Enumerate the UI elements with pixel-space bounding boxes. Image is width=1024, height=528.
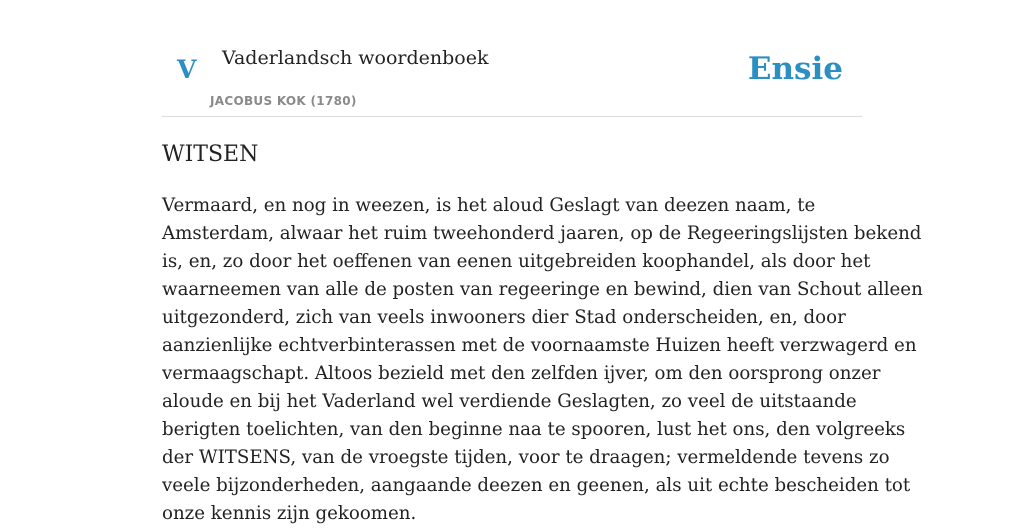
- header: [162, 0, 862, 117]
- entry-body-line: onze kennis zijn gekoomen.: [162, 503, 417, 524]
- entry-body-line: berigten toelichten, van den beginne naa te spooren, lust het ons, den volgreeks: [162, 419, 906, 440]
- entry-body-line: veele bijzonderheden, aangaande deezen en geenen, als uit echte bescheiden tot: [162, 475, 911, 496]
- entry-title: WITSEN: [162, 142, 259, 167]
- letter-index-link[interactable]: V: [177, 55, 197, 84]
- book-title-link[interactable]: Vaderlandsch woordenboek: [222, 47, 489, 69]
- entry-body-line: Vermaard, en nog in weezen, is het aloud Geslagt van deezen naam, te: [162, 195, 816, 216]
- entry-body-line: vermaagschapt. Altoos bezield met den zelfden ijver, om den oorsprong onzer: [162, 363, 881, 384]
- ensie-logo-link[interactable]: Ensie: [747, 51, 843, 87]
- entry-body-line: is, en, zo door het oeffenen van eenen uitgebreiden koophandel, als door het: [162, 251, 871, 272]
- entry-body-line: Amsterdam, alwaar het ruim tweehonderd jaaren, op de Regeeringslijsten bekend: [162, 223, 922, 244]
- entry-body-line: aloude en bij het Vaderland wel verdiende Geslagten, zo veel de uitstaande: [162, 391, 857, 412]
- entry-body: [162, 192, 923, 528]
- entry-body-line: aanzienlijke echtverbinterassen met de voornaamste Huizen heeft verzwagerd en: [162, 335, 917, 356]
- entry-body-line: waarneemen van alle de posten van regeeringe en bewind, dien van Schout alleen: [162, 279, 923, 300]
- entry-body-line: uitgezonderd, zich van veels inwooners dier Stad onderscheiden, en, door: [162, 307, 846, 328]
- entry-body-line: der WITSENS, van de vroegste tijden, voor te draagen; vermeldende tevens zo: [162, 447, 890, 468]
- book-author: JACOBUS KOK (1780): [210, 94, 357, 108]
